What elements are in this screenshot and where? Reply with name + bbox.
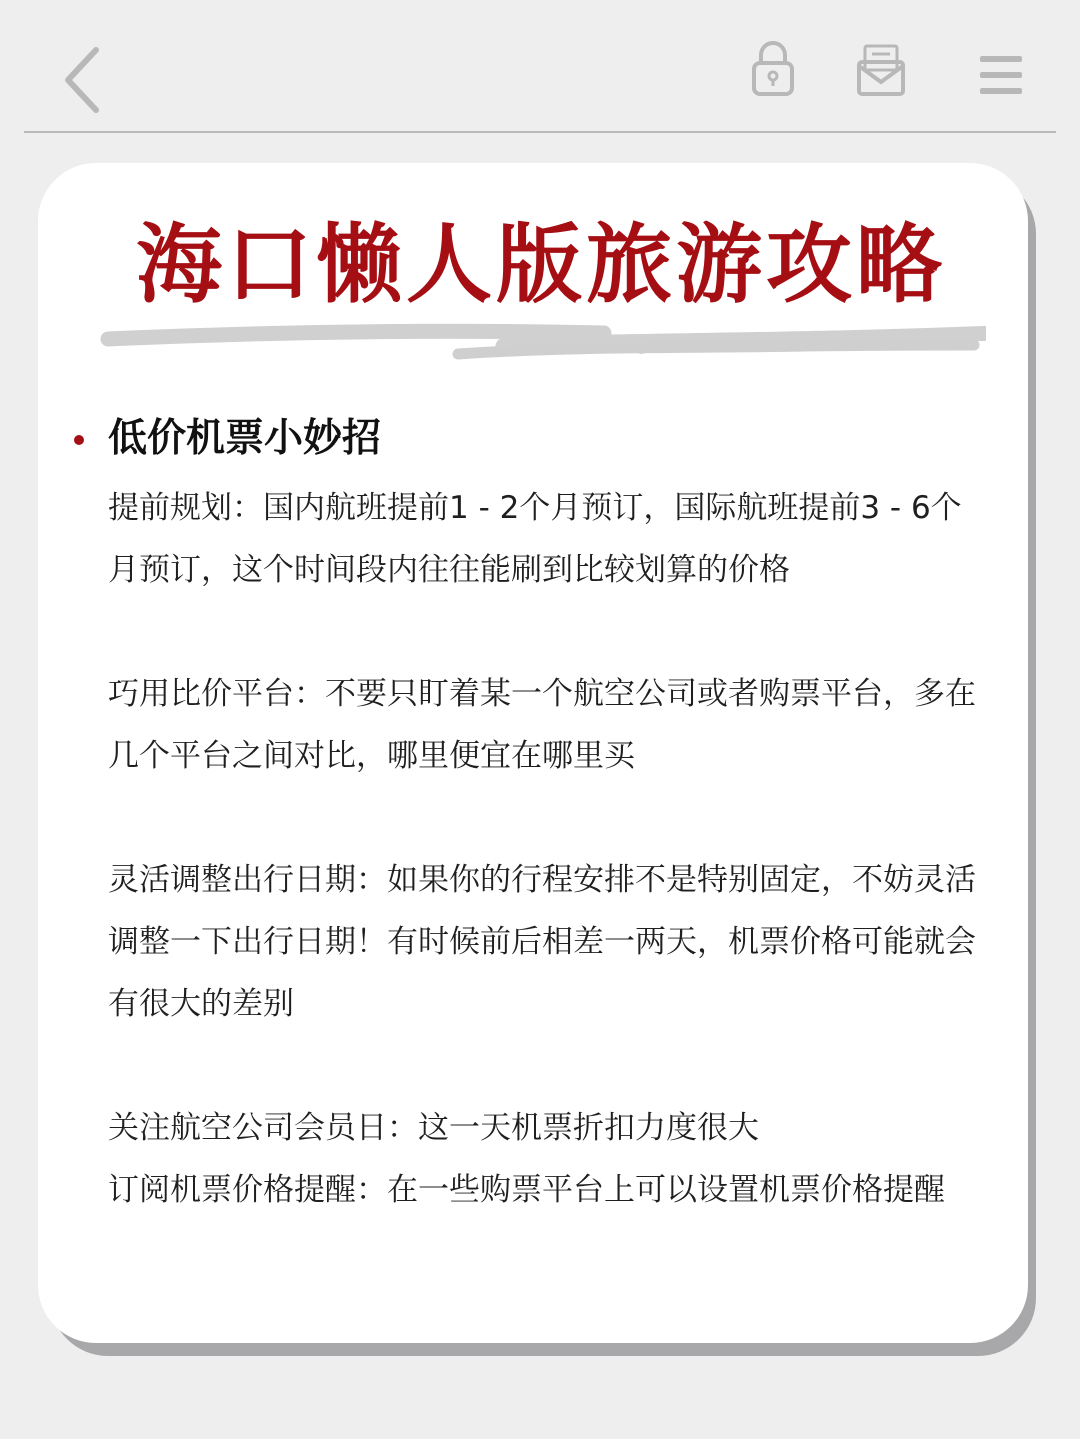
paragraph-compare-platforms: 巧用比价平台：不要只盯着某一个航空公司或者购票平台，多在几个平台之间对比，哪里便宜在哪里买 (108, 676, 976, 774)
section-content (108, 477, 983, 1221)
menu-button[interactable] (972, 38, 1030, 100)
paragraph-plan-ahead: 提前规划：国内航班提前1 - 2个月预订，国际航班提前3 - 6个月预订，这个时间段内往往能刷到比较划算的价格 (108, 490, 962, 588)
top-bar (0, 0, 1080, 132)
page-title: 海口懒人版旅游攻略 (136, 215, 946, 315)
back-button[interactable] (56, 44, 110, 116)
paragraph-price-alert: 订阅机票价格提醒：在一些购票平台上可以设置机票价格提醒 (108, 1172, 945, 1208)
top-divider (24, 131, 1056, 133)
lock-button[interactable] (744, 38, 802, 100)
content-card (38, 163, 1028, 1343)
mail-button[interactable] (852, 38, 910, 100)
lock-icon (744, 38, 802, 100)
section-heading: 低价机票小妙招 (108, 416, 382, 461)
section-bullet-icon (74, 435, 84, 445)
back-arrow-icon (56, 44, 110, 116)
brush-underline-decoration (96, 315, 986, 369)
paragraph-flexible-dates: 灵活调整出行日期：如果你的行程安排不是特别固定，不妨灵活调整一下出行日期！有时候前后相差一两天，机票价格可能就会有很大的差别 (108, 862, 976, 1022)
menu-icon (972, 38, 1030, 100)
mail-icon (852, 38, 910, 100)
paragraph-member-day: 关注航空公司会员日：这一天机票折扣力度很大 (108, 1110, 759, 1146)
